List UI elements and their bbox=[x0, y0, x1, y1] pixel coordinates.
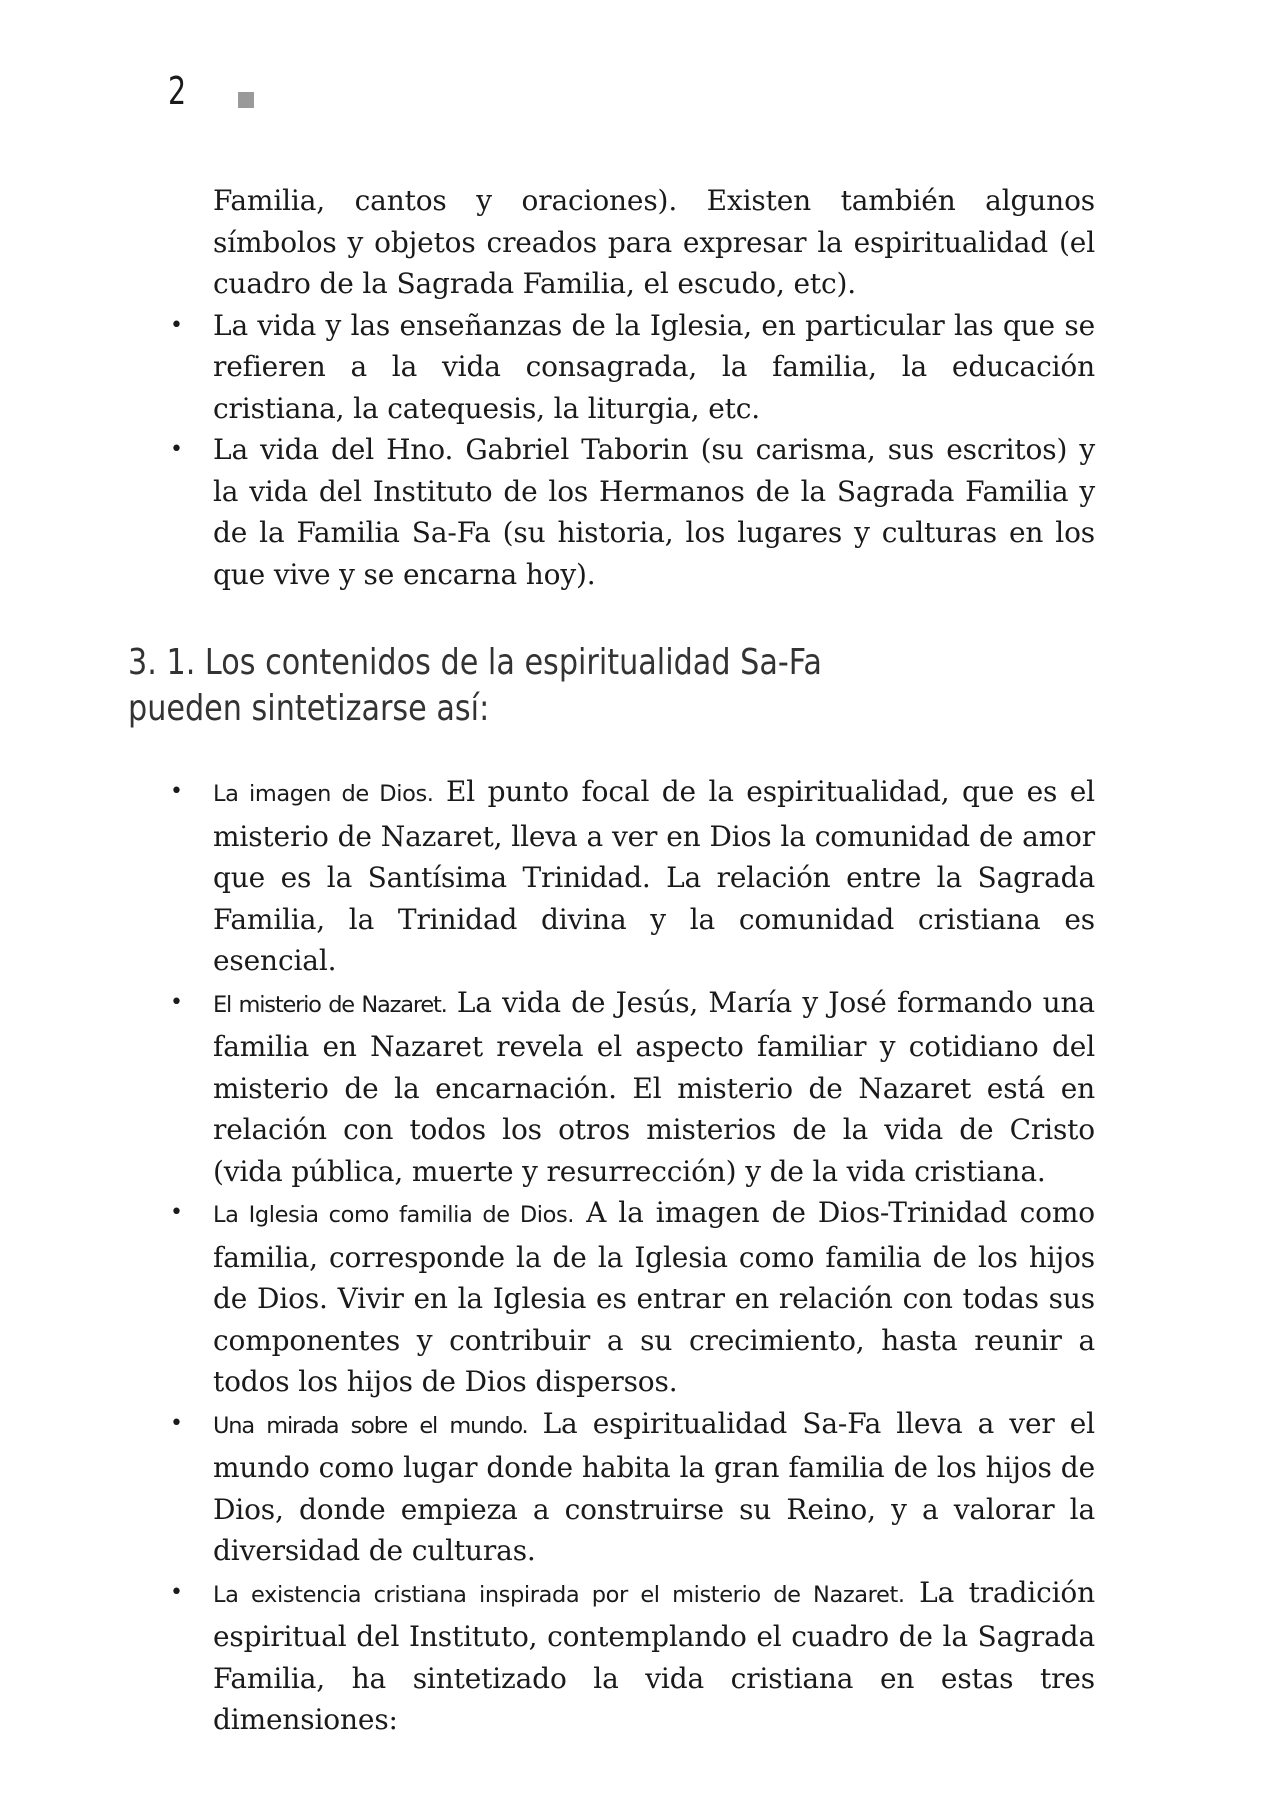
intro-bullet-list bbox=[160, 305, 1095, 596]
header-square-mark bbox=[238, 92, 254, 108]
list-item bbox=[160, 305, 1095, 430]
item-text: A la imagen de Dios-Trinidad como familia, corresponde la de la Iglesia como familia de los hijos de Dios. Vivir en la Iglesia es entrar en relación con todas sus componentes y contribuir a su crecimiento, hasta reunir a todos los hijos de Dios dispersos. bbox=[213, 1196, 1096, 1398]
page-number: 2 bbox=[168, 69, 187, 113]
item-lead: La existencia cristiana inspirada por el misterio de Nazaret. bbox=[213, 1581, 905, 1608]
section-heading bbox=[128, 640, 951, 732]
item-lead: La imagen de Dios. bbox=[213, 781, 434, 807]
bullet-icon: • bbox=[170, 312, 183, 338]
list-item bbox=[160, 1403, 1095, 1572]
list-item bbox=[160, 982, 1095, 1193]
item-text: La tradición espiritual del Instituto, contemplando el cuadro de la Sagrada Familia, ha sintetizado la vida cristiana en estas tres dimensiones: bbox=[213, 1575, 1095, 1736]
bullet-icon: • bbox=[170, 1200, 183, 1225]
bullet-icon: • bbox=[170, 779, 183, 804]
list-item-text: La vida del Hno. Gabriel Taborin (su carisma, sus escritos) y la vida del Instituto de los Hermanos de la Sagrada Familia y de la Familia Sa-Fa (su historia, los lugares y culturas en los que vive y se encarna hoy). bbox=[213, 433, 1095, 591]
list-item bbox=[160, 1192, 1095, 1403]
list-item bbox=[160, 771, 1095, 982]
intro-paragraph: Familia, cantos y oraciones). Existen también algunos símbolos y objetos creados para expresar la espiritualidad (el cuadro de la Sagrada Familia, el escudo, etc). bbox=[213, 184, 1095, 300]
bullet-icon: • bbox=[170, 1579, 183, 1605]
list-item-text: La vida y las enseñanzas de la Iglesia, en particular las que se refieren a la vida consagrada, la familia, la educación cristiana, la catequesis, la liturgia, etc. bbox=[213, 308, 1095, 425]
list-item bbox=[160, 429, 1095, 595]
item-lead: La Iglesia como familia de Dios. bbox=[213, 1202, 575, 1228]
bullet-icon: • bbox=[170, 989, 183, 1015]
section-heading-line2: pueden sintetizarse así: bbox=[128, 688, 490, 729]
list-item bbox=[160, 1572, 1095, 1741]
bullet-icon: • bbox=[170, 437, 183, 462]
item-text: La espiritualidad Sa-Fa lleva a ver el mundo como lugar donde habita la gran familia de los hijos de Dios, donde empieza a construirse su Reino, y a valorar la diversidad de culturas. bbox=[213, 1406, 1095, 1567]
item-text: La vida de Jesús, María y José formando una familia en Nazaret revela el aspecto familiar y cotidiano del misterio de la encarnación. El misterio de Nazaret está en relación con todos los otros misterios de la vida de Cristo (vida pública, muerte y resurrección) y de la vida cristiana. bbox=[213, 985, 1095, 1188]
contents-bullet-list bbox=[160, 771, 1095, 1741]
section-content bbox=[160, 771, 1095, 1741]
intro-block bbox=[160, 180, 1095, 595]
bullet-icon: • bbox=[170, 1410, 183, 1436]
item-lead: Una mirada sobre el mundo. bbox=[213, 1412, 528, 1439]
section-heading-line1: 3. 1. Los contenidos de la espiritualidad Sa-Fa bbox=[128, 642, 822, 683]
item-text: El punto focal de la espiritualidad, que es el misterio de Nazaret, lleva a ver en Dios la comunidad de amor que es la Santísima Trinidad. La relación entre la Sagrada Familia, la Trinidad divina y la comunidad cristiana es esencial. bbox=[213, 775, 1095, 977]
item-lead: El misterio de Nazaret. bbox=[213, 991, 447, 1018]
